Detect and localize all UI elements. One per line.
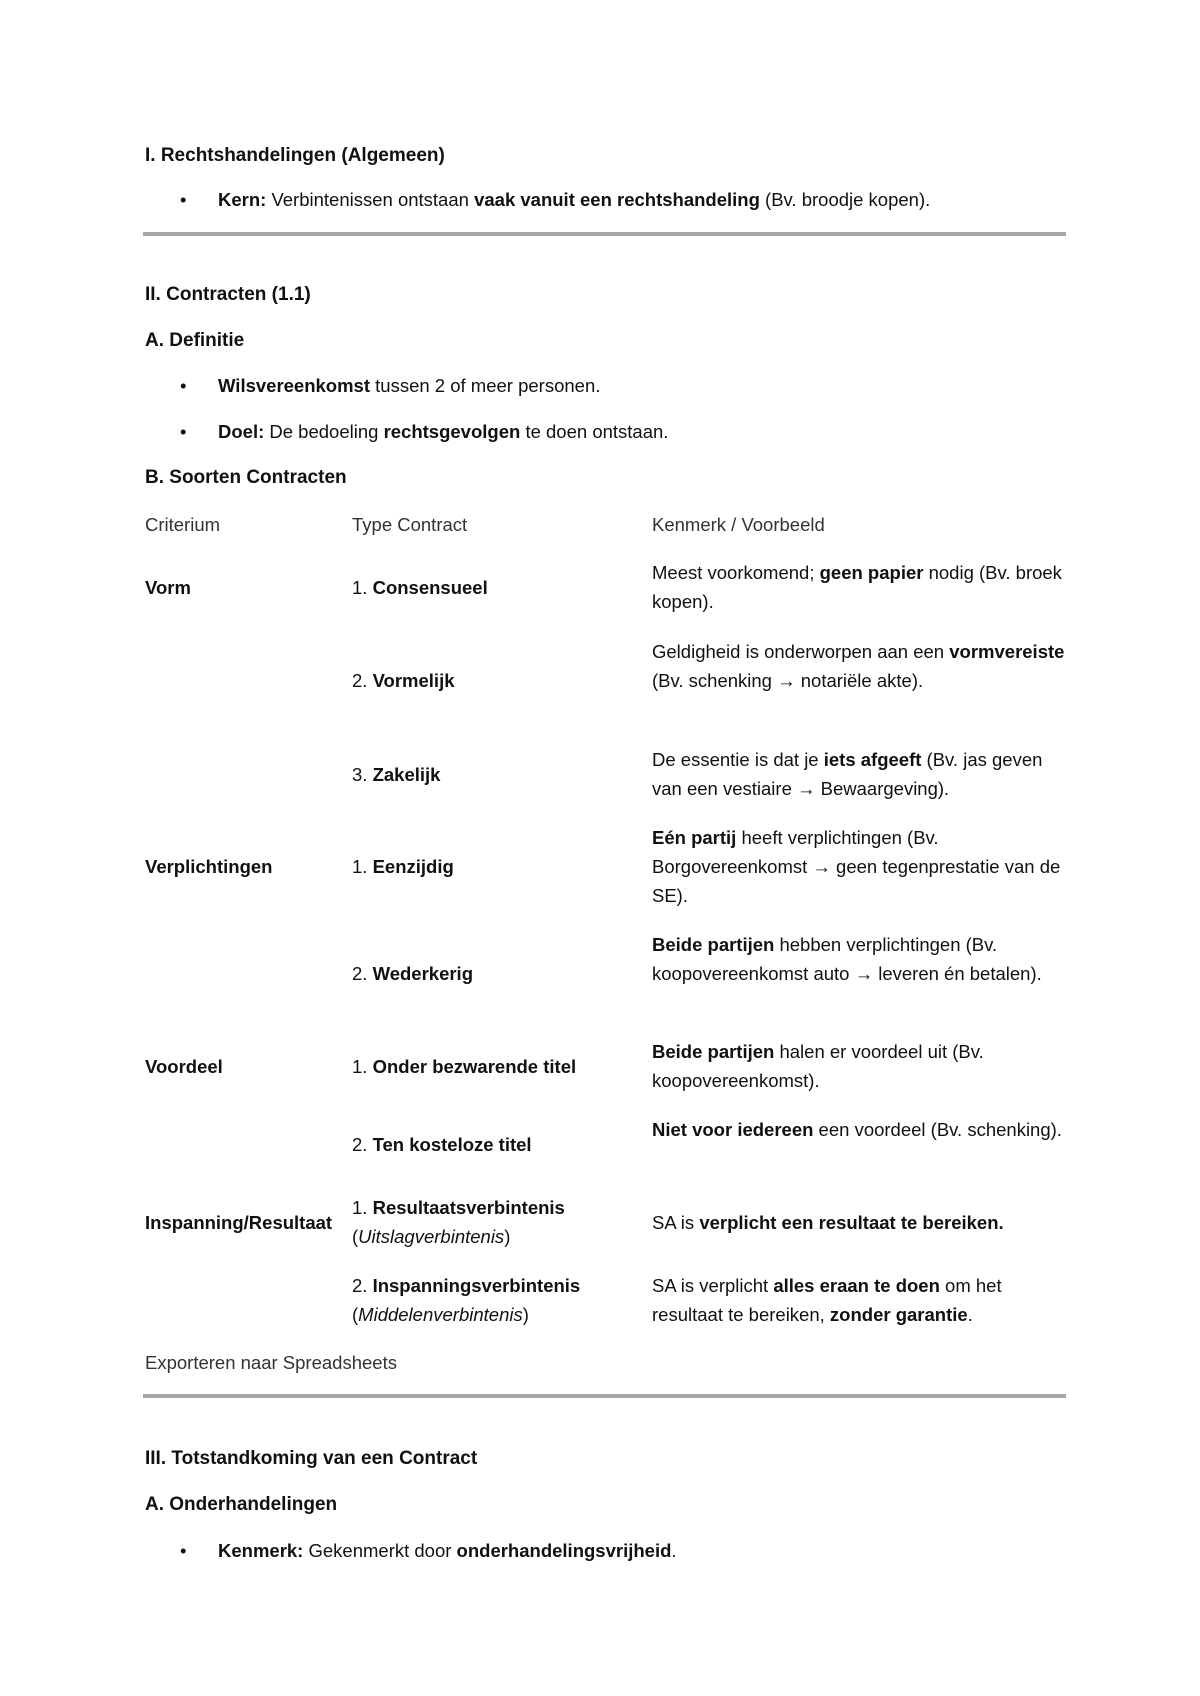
type-number: 2. [352, 963, 373, 984]
desc-bold: Beide partijen [652, 934, 775, 955]
table-cell-criterium: Vorm [145, 577, 191, 598]
type-name: Resultaatsverbintenis [372, 1197, 565, 1218]
type-alt-name: Middelenverbintenis [358, 1304, 523, 1325]
table-cell-kenmerk [652, 1037, 1070, 1095]
desc-text: Meest voorkomend; [652, 562, 820, 583]
bullet-text-part: (Bv. broodje kopen). [759, 189, 931, 210]
desc-bold: geen papier [819, 562, 924, 583]
table-cell-kenmerk [652, 745, 1070, 803]
desc-bold: vormvereiste [949, 641, 1065, 662]
type-number: 1. [352, 1056, 373, 1077]
bullet-dot: • [180, 189, 187, 210]
divider [143, 1394, 1066, 1398]
export-to-spreadsheets-link[interactable]: Exporteren naar Spreadsheets [145, 1352, 397, 1373]
divider [143, 232, 1066, 236]
desc-bold: iets afgeeft [823, 749, 922, 770]
desc-text: De essentie is dat je [652, 749, 824, 770]
type-name: Onder bezwarende titel [372, 1056, 577, 1077]
bullet-text-part: . [671, 1540, 677, 1561]
type-name: Wederkerig [372, 963, 474, 984]
desc-text: heeft verplichtingen (Bv. Borgovereenkomst → geen tegenprestatie van de SE). [652, 827, 1061, 906]
table-cell-criterium: Voordeel [145, 1056, 223, 1077]
table-cell-type [352, 1052, 642, 1081]
bullet-label: Doel: [218, 421, 265, 442]
bullet-text [218, 189, 930, 211]
section-1-title: I. Rechtshandelingen (Algemeen) [145, 145, 445, 166]
table-cell-kenmerk [652, 558, 1070, 616]
table-cell-kenmerk [652, 1115, 1070, 1144]
type-name: Ten kosteloze titel [372, 1134, 532, 1155]
type-number: 3. [352, 764, 373, 785]
desc-text: nodig (Bv. broek kopen). [652, 562, 1062, 612]
bullet-bold-part: onderhandelingsvrijheid [456, 1540, 672, 1561]
table-cell-type [352, 1130, 642, 1159]
bullet-text-part: tussen 2 of meer personen. [370, 375, 601, 396]
bullet-dot: • [180, 421, 187, 442]
desc-bold: verplicht een resultaat te bereiken. [699, 1212, 1004, 1233]
table-header-criterium: Criterium [145, 514, 221, 535]
bullet-text-part: Verbintenissen ontstaan [266, 189, 475, 210]
desc-bold: Beide partijen [652, 1041, 775, 1062]
table-cell-kenmerk [652, 1208, 1070, 1237]
bullet-label: Kern: [218, 189, 267, 210]
bullet-dot: • [180, 1540, 187, 1561]
type-name: Eenzijdig [372, 856, 454, 877]
table-cell-kenmerk [652, 930, 1070, 988]
bullet-text [218, 375, 600, 397]
section-3-title: III. Totstandkoming van een Contract [145, 1448, 478, 1469]
type-number: 1. [352, 856, 373, 877]
bullet-label: Kenmerk: [218, 1540, 304, 1561]
table-cell-type [352, 852, 642, 881]
section-2-title: II. Contracten (1.1) [145, 284, 311, 305]
type-number: 2. [352, 670, 373, 691]
desc-bold: alles eraan te doen [773, 1275, 940, 1296]
type-number: 1. [352, 1197, 373, 1218]
bullet-text [218, 421, 668, 443]
type-name: Vormelijk [372, 670, 455, 691]
desc-text: (Bv. schenking → notariële akte). [652, 670, 924, 691]
desc-text: een voordeel (Bv. schenking). [813, 1119, 1062, 1140]
desc-bold: Eén partij [652, 827, 737, 848]
table-cell-kenmerk [652, 823, 1070, 910]
type-number: 2. [352, 1134, 373, 1155]
table-cell-type: 2. Inspanningsverbintenis (Middelenverbintenis) [352, 1275, 581, 1325]
bullet-bold-part: rechtsgevolgen [383, 421, 521, 442]
table-cell-kenmerk [652, 1271, 1070, 1329]
bullet-dot: • [180, 375, 187, 396]
type-name: Zakelijk [372, 764, 441, 785]
table-cell-type [352, 760, 642, 789]
type-number: 1. [352, 577, 373, 598]
definition-subheading: A. Definitie [145, 330, 245, 351]
table-header-type: Type Contract [352, 514, 468, 535]
table-cell-type [352, 573, 642, 602]
bullet-bold-part: Wilsvereenkomst [218, 375, 371, 396]
type-number: 2. [352, 1275, 373, 1296]
type-name: Consensueel [372, 577, 488, 598]
table-cell-type [352, 666, 642, 695]
desc-text: SA is [652, 1212, 700, 1233]
type-name: Inspanningsverbintenis [372, 1275, 581, 1296]
table-cell-type [352, 959, 642, 988]
contract-types-subheading: B. Soorten Contracten [145, 467, 347, 488]
desc-text: . [967, 1304, 973, 1325]
negotiations-subheading: A. Onderhandelingen [145, 1494, 338, 1515]
desc-text: (Bv. jas geven van een vestiaire → Bewaargeving). [652, 749, 1043, 799]
type-alt-name: Uitslagverbintenis [358, 1226, 505, 1247]
table-cell-criterium: Verplichtingen [145, 856, 273, 877]
desc-text: halen er voordeel uit (Bv. koopovereenkomst). [652, 1041, 984, 1091]
bullet-bold-part: vaak vanuit een rechtshandeling [474, 189, 760, 210]
bullet-text-part: Gekenmerkt door [303, 1540, 457, 1561]
desc-text: om het resultaat te bereiken, [652, 1275, 1002, 1325]
bullet-text-part: De bedoeling [264, 421, 384, 442]
desc-bold: zonder garantie [829, 1304, 968, 1325]
desc-text: hebben verplichtingen (Bv. koopovereenkomst auto → leveren én betalen). [652, 934, 1042, 984]
desc-bold: Niet voor iedereen [652, 1119, 814, 1140]
desc-text: SA is verplicht [652, 1275, 774, 1296]
table-header-kenmerk: Kenmerk / Voorbeeld [652, 514, 825, 535]
desc-text: Geldigheid is onderworpen aan een [652, 641, 950, 662]
table-cell-criterium: Inspanning/Resultaat [145, 1212, 333, 1233]
table-cell-kenmerk [652, 637, 1070, 695]
bullet-text-part: te doen ontstaan. [520, 421, 669, 442]
table-cell-type: 1. Resultaatsverbintenis (Uitslagverbintenis) [352, 1197, 565, 1247]
bullet-text [218, 1540, 677, 1562]
